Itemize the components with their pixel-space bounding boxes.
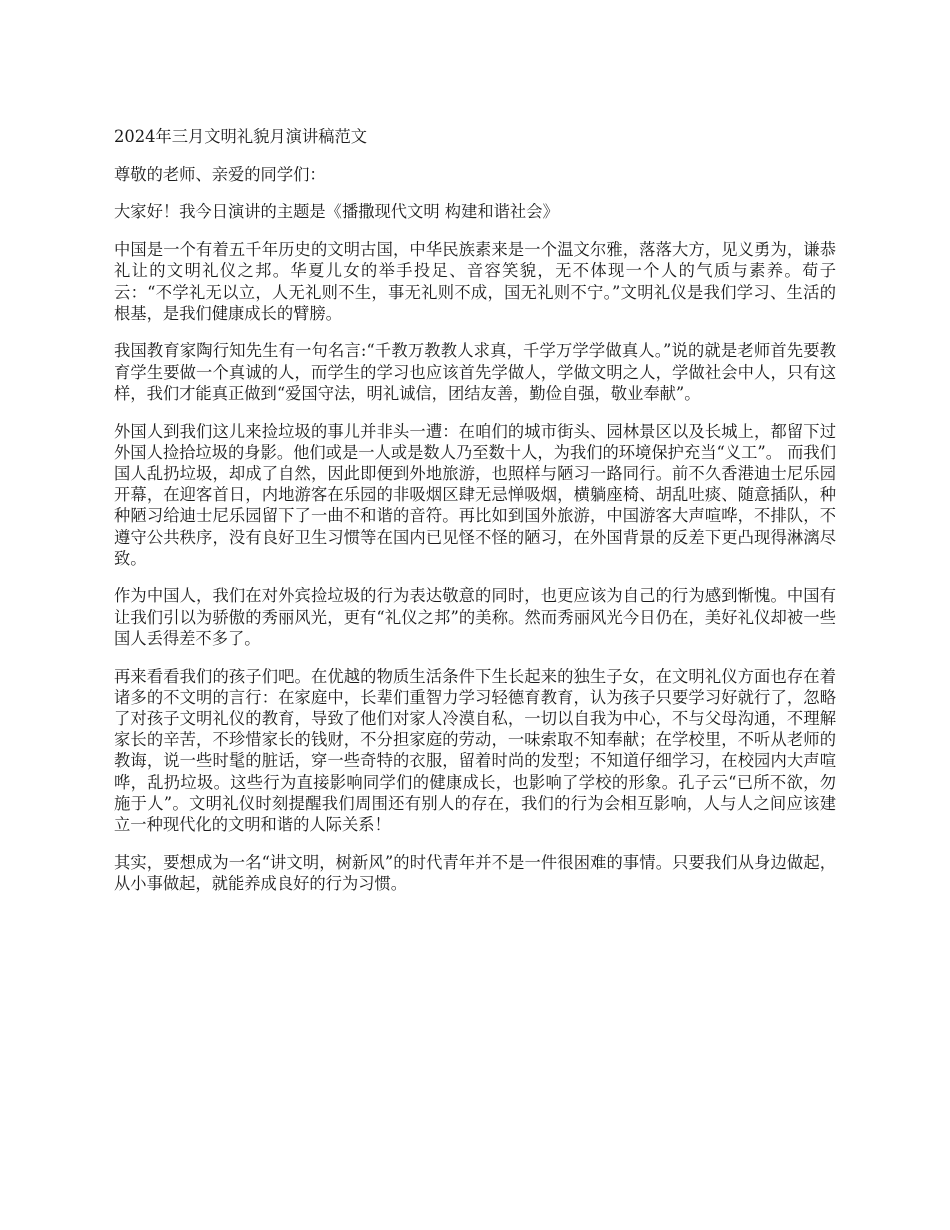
greeting: 大家好！我今日演讲的主题是《播撒现代文明 构建和谐社会》	[114, 202, 559, 222]
paragraph: 再来看看我们的孩子们吧。在优越的物质生活条件下生长起来的独生子女，在文明礼仪方面也存在着诸多的不文明的言行：在家庭中，长辈们重智力学习轻德育教育，认为孩子只要学习好就行了，忽略了对孩子文明礼仪的教育，导致了他们对家人冷漠自私，一切以自我为中心，不与父母沟通，不理解家长的辛苦，不珍惜家长的钱财，不分担家庭的劳动，一味索取不知奉献；在学校里，不听从老师的教诲，说一些时髦的脏话，穿一些奇特的衣服，留着时尚的发型；不知道仔细学习，在校园内大声喧哗，乱扔垃圾。这些行为直接影响同学们的健康成长，也影响了学校的形象。孔子云“已所不欲，勿施于人”。文明礼仪时刻提醒我们周围还有别人的存在，我们的行为会相互影响，人与人之间应该建立一种现代化的文明和谐的人际关系！	[114, 666, 836, 834]
paragraph: 我国教育家陶行知先生有一句名言:“千教万教教人求真，千学万学学做真人。”说的就是老师首先要教育学生要做一个真诚的人，而学生的学习也应该首先学做人，学做文明之人，学做社会中人，只有这样，我们才能真正做到“爱国守法，明礼诚信，团结友善，勤俭自强，敬业奉献”。	[114, 341, 836, 403]
salutation: 尊敬的老师、亲爱的同学们：	[114, 164, 326, 184]
document-body	[114, 126, 836, 911]
paragraph: 作为中国人，我们在对外宾捡垃圾的行为表达敬意的同时，也更应该为自己的行为感到惭愧。中国有让我们引以为骄傲的秀丽风光，更有“礼仪之邦”的美称。然而秀丽风光今日仍在，美好礼仪却被一些国人丢得差不多了。	[114, 586, 836, 648]
paragraph: 中国是一个有着五千年历史的文明古国，中华民族素来是一个温文尔雅，落落大方，见义勇为，谦恭礼让的文明礼仪之邦。华夏儿女的举手投足、音容笑貌，无不体现一个人的气质与素养。荀子云：“不学礼无以立，人无礼则不生，事无礼则不成，国无礼则不宁。”文明礼仪是我们学习、生活的根基，是我们健康成长的臂膀。	[114, 240, 836, 323]
document-title: 2024年三月文明礼貌月演讲稿范文	[114, 127, 368, 146]
paragraph: 其实，要想成为一名“讲文明，树新风”的时代青年并不是一件很困难的事情。只要我们从身边做起，从小事做起，就能养成良好的行为习惯。	[114, 852, 836, 893]
paragraph: 外国人到我们这儿来捡垃圾的事儿并非头一遭：在咱们的城市街头、园林景区以及长城上，都留下过外国人捡拾垃圾的身影。他们或是一人或是数人乃至数十人，为我们的环境保护充当“义工”。 而我们国人乱扔垃圾，却成了自然，因此即便到外地旅游，也照样与陋习一路同行。前不久香港迪士尼乐园开幕，在迎客首日，内地游客在乐园的非吸烟区肆无忌惮吸烟，横躺座椅、胡乱吐痰、随意插队，种种陋习给迪士尼乐园留下了一曲不和谐的音符。再比如到国外旅游，中国游客大声喧哗，不排队，不遵守公共秩序，没有良好卫生习惯等在国内已见怪不怪的陋习，在外国背景的反差下更凸现得淋漓尽致。	[114, 421, 836, 568]
